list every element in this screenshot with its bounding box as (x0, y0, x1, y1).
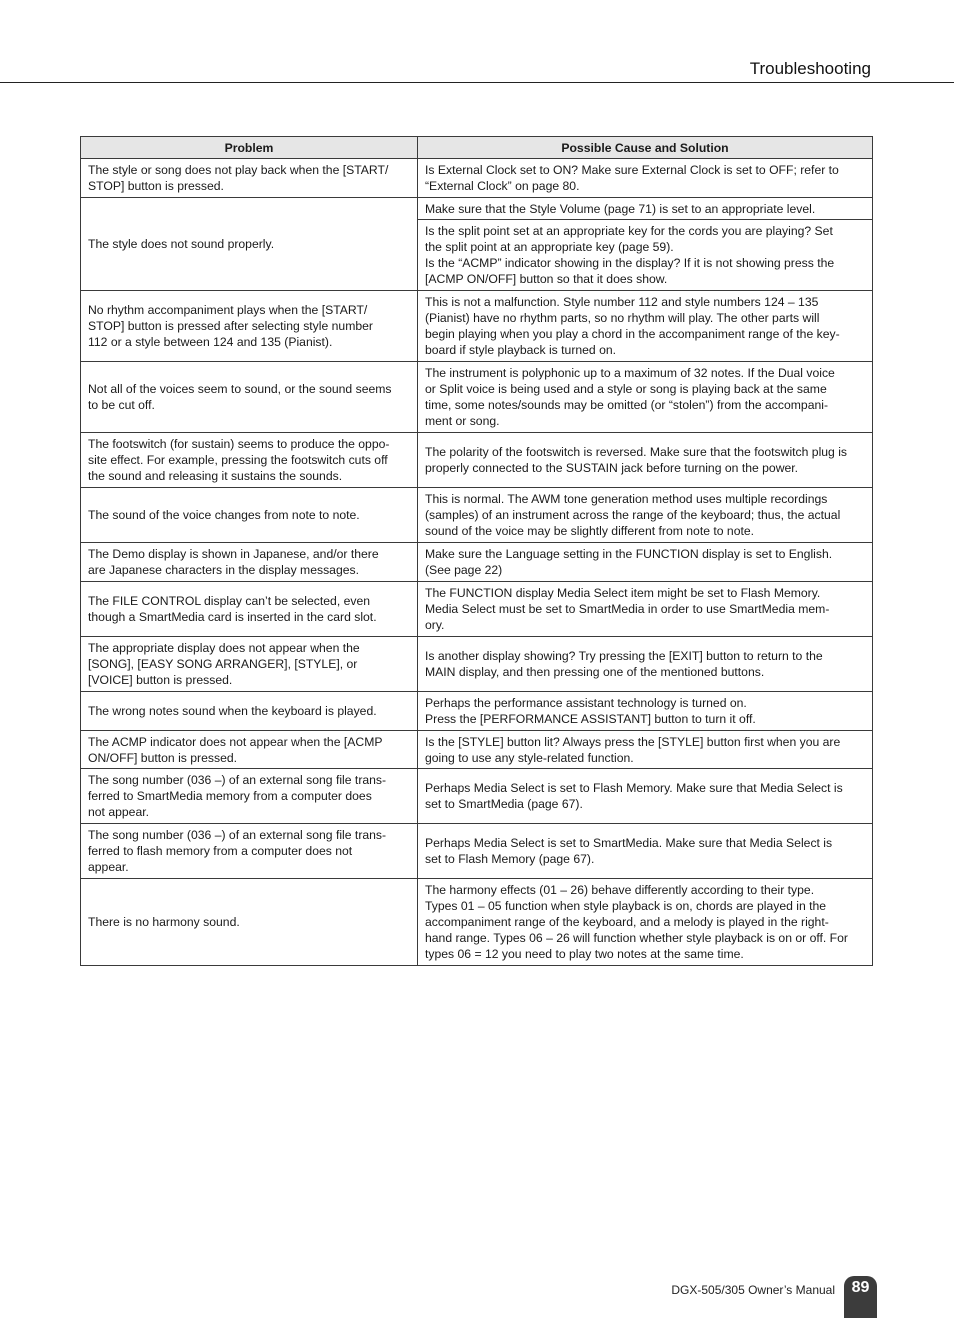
solution-text: Is the [STYLE] button lit? Always press the [STYLE] button first when you are going to use any style-related function. (425, 734, 841, 765)
problem-text: There is no harmony sound. (88, 915, 240, 929)
page-number-badge (844, 1276, 877, 1318)
solution-text: Perhaps Media Select is set to SmartMedia. Make sure that Media Select is set to Flash Memory (page 67). (425, 836, 833, 866)
solution-cell (418, 692, 873, 731)
page-number: 89 (851, 1279, 870, 1296)
header-rule (0, 82, 954, 83)
solution-text: The FUNCTION display Media Select item might be set to Flash Memory. Media Select must be set to SmartMedia in order to use SmartMedia mem- ory. (425, 586, 830, 632)
problem-text: No rhythm accompaniment plays when the [START/ STOP] button is pressed after selecting style number 112 or a style between 124 and 135 (Pianist). (88, 303, 373, 349)
solution-cell (418, 879, 873, 966)
table-row (81, 769, 873, 824)
table-row (81, 291, 873, 362)
solution-text: Make sure the Language setting in the FUNCTION display is set to English. (See page 22) (425, 547, 833, 577)
problem-text: The ACMP indicator does not appear when the [ACMP ON/OFF] button is pressed. (88, 734, 383, 765)
solution-cell (418, 637, 873, 692)
table-row (81, 637, 873, 692)
solution-text: Perhaps Media Select is set to Flash Memory. Make sure that Media Select is set to SmartMedia (page 67). (425, 781, 843, 811)
solution-text: The instrument is polyphonic up to a maximum of 32 notes. If the Dual voice or Split voice is being used and a style or song is playing back at the same time, some notes/sounds may be omitted (or “stolen”) from the accompani- ment or song. (425, 366, 835, 428)
problem-text: Not all of the voices seem to sound, or the sound seems to be cut off. (88, 382, 392, 412)
problem-text: The style does not sound properly. (88, 237, 275, 251)
solution-cell (418, 582, 873, 637)
table-row (81, 159, 873, 198)
problem-cell (81, 769, 418, 824)
solution-cell (418, 220, 873, 291)
table-body (81, 159, 873, 966)
table-row (81, 824, 873, 879)
problem-cell (81, 879, 418, 966)
table-row (81, 879, 873, 966)
solution-text: This is normal. The AWM tone generation method uses multiple recordings (samples) of an instrument across the range of the keyboard; thus, the actual sound of the voice may be slightly different from note to note. (425, 492, 841, 538)
solution-text: The harmony effects (01 – 26) behave differently according to their type. Types 01 – 05 function when style playback is on, chords are played in the accompaniment range of the keyboard, and a melody is played in the right- hand range. Types 06 – 26 will function whether style playback is on or off. For types 06 = 12 you need to play two notes at the same time. (425, 883, 848, 961)
problem-text: The song number (036 –) of an external song file trans- ferred to flash memory from a computer does not appear. (88, 828, 387, 874)
table-row (81, 433, 873, 488)
solution-text: Perhaps the performance assistant technology is turned on. Press the [PERFORMANCE ASSISTANT] button to turn it off. (425, 696, 756, 726)
problem-column-header: Problem (81, 137, 418, 159)
table-row (81, 362, 873, 433)
problem-cell (81, 433, 418, 488)
solution-text: Is the split point set at an appropriate key for the cords you are playing? Set the split point at an appropriate key (page 59). Is the “ACMP” indicator showing in the display? If it is not showing press the [ACMP ON/OFF] button so that it does show. (425, 224, 835, 286)
table-row (81, 731, 873, 769)
table-row (81, 582, 873, 637)
problem-cell (81, 824, 418, 879)
solution-cell (418, 362, 873, 433)
table-header-row (81, 137, 873, 159)
problem-text: The FILE CONTROL display can’t be selected, even though a SmartMedia card is inserted in the card slot. (88, 594, 377, 624)
solution-cell (418, 433, 873, 488)
table-row (81, 488, 873, 543)
problem-cell (81, 198, 418, 291)
solution-text: Make sure that the Style Volume (page 71) is set to an appropriate level. (425, 201, 816, 216)
problem-text: The song number (036 –) of an external song file trans- ferred to SmartMedia memory from a computer does not appear. (88, 773, 387, 819)
solution-text: This is not a malfunction. Style number 112 and style numbers 124 – 135 (Pianist) have no rhythm parts, so no rhythm will play. The other parts will begin playing when you play a chord in the accompaniment range of the key- board if style playback is turned on. (425, 295, 840, 357)
problem-cell (81, 731, 418, 769)
problem-text: The wrong notes sound when the keyboard is played. (88, 704, 377, 718)
solution-cell (418, 159, 873, 198)
solution-cell (418, 769, 873, 824)
problem-text: The sound of the voice changes from note to note. (88, 508, 360, 522)
problem-cell (81, 637, 418, 692)
problem-cell (81, 159, 418, 198)
problem-cell (81, 582, 418, 637)
problem-text: The footswitch (for sustain) seems to produce the oppo- site effect. For example, pressing the footswitch cuts off the sound and releasing it sustains the sounds. (88, 437, 390, 483)
problem-cell (81, 543, 418, 582)
solution-cell (418, 731, 873, 769)
table-row (81, 543, 873, 582)
solution-column-header: Possible Cause and Solution (418, 137, 873, 159)
problem-cell (81, 692, 418, 731)
problem-text: The style or song does not play back when the [START/ STOP] button is pressed. (88, 163, 389, 193)
problem-cell (81, 488, 418, 543)
manual-title: DGX-505/305 Owner’s Manual (671, 1283, 835, 1297)
solution-cell (418, 291, 873, 362)
table-row (81, 692, 873, 731)
solution-text: Is another display showing? Try pressing the [EXIT] button to return to the MAIN display, and then pressing one of the mentioned buttons. (425, 649, 823, 679)
problem-cell (81, 362, 418, 433)
problem-cell (81, 291, 418, 362)
solution-cell (418, 198, 873, 220)
troubleshooting-table (80, 136, 873, 966)
solution-text: The polarity of the footswitch is reversed. Make sure that the footswitch plug is properly connected to the SUSTAIN jack before turning on the power. (425, 445, 848, 475)
solution-text: Is External Clock set to ON? Make sure External Clock is set to OFF; refer to “External Clock” on page 80. (425, 163, 839, 193)
problem-text: The appropriate display does not appear when the [SONG], [EASY SONG ARRANGER], [STYLE], or [VOICE] button is pressed. (88, 641, 360, 687)
solution-cell (418, 824, 873, 879)
solution-cell (418, 543, 873, 582)
problem-text: The Demo display is shown in Japanese, and/or there are Japanese characters in the display messages. (88, 547, 379, 577)
solution-cell (418, 488, 873, 543)
table-row (81, 198, 873, 220)
page-title: Troubleshooting (749, 59, 871, 78)
